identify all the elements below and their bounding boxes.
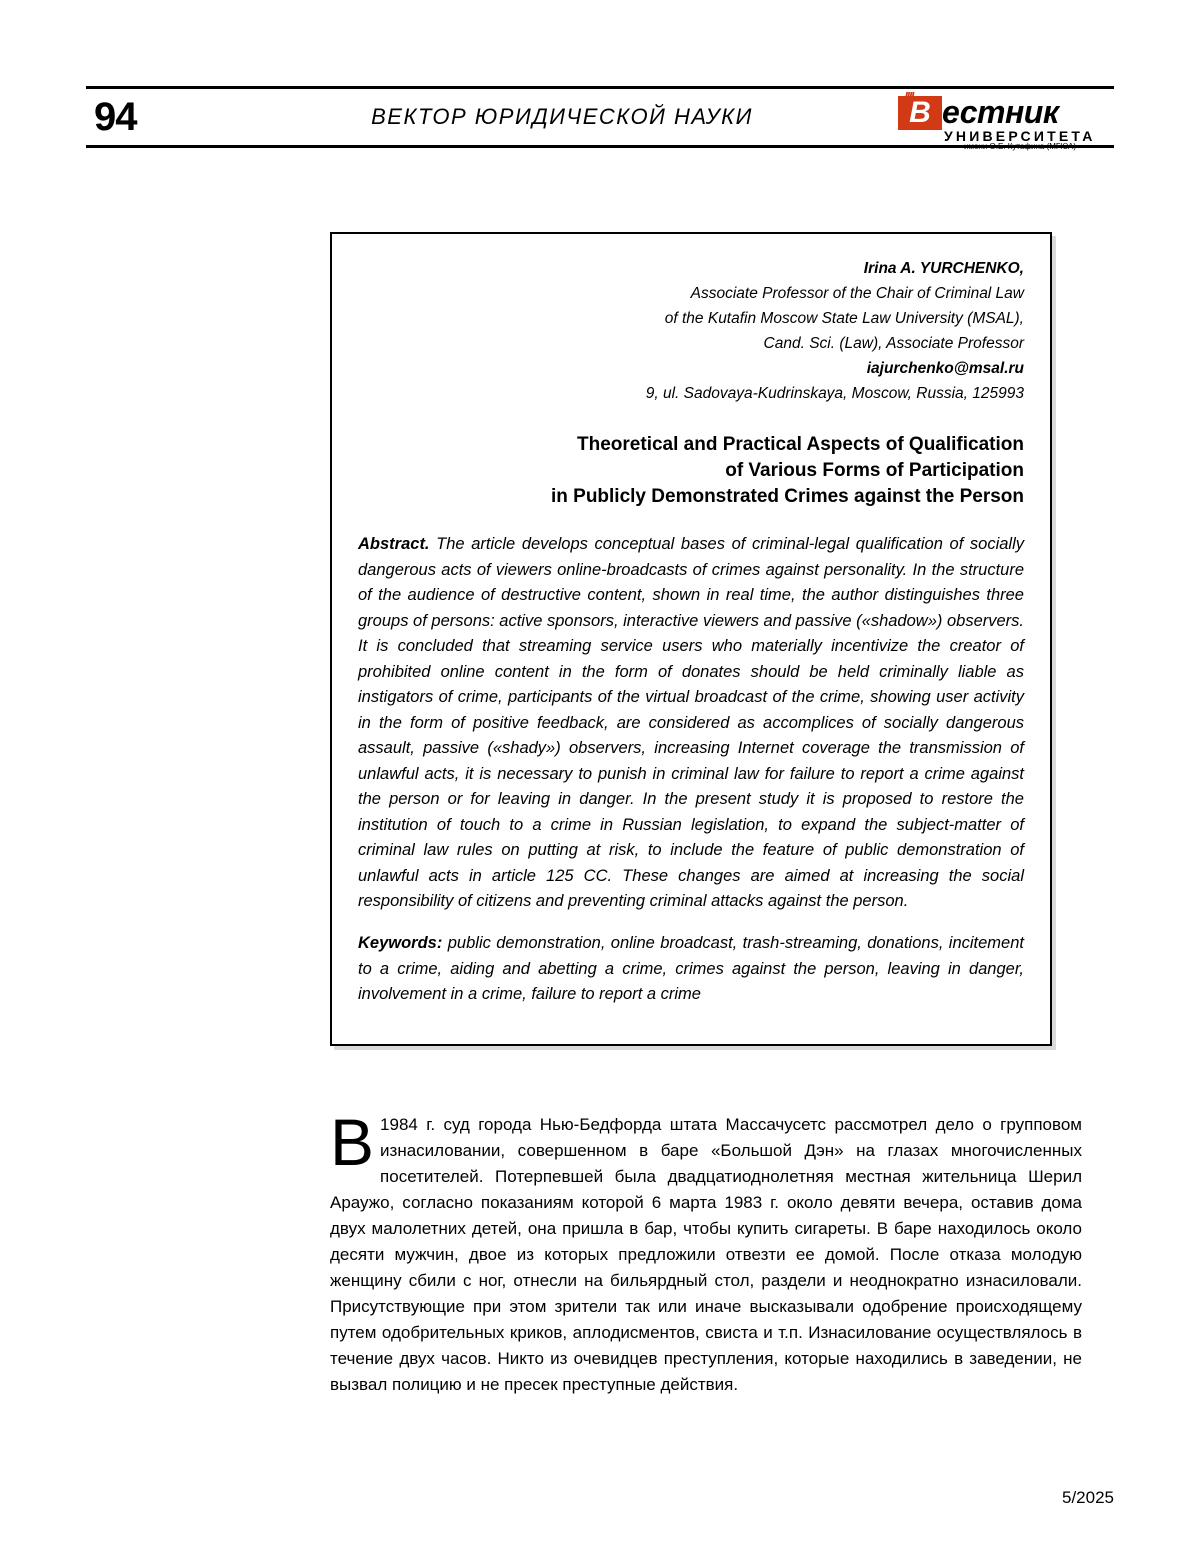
author-address: 9, ul. Sadovaya-Kudrinskaya, Moscow, Russia, 125993 [645,385,1024,402]
keywords-label: Keywords: [358,934,443,952]
author-degree: Cand. Sci. (Law), Associate Professor [763,335,1024,352]
body-paragraph-1-text: 1984 г. суд города Нью-Бедфорда штата Массачусетс рассмотрел дело о групповом изнасиловании, совершенном в баре «Большой Дэн» на глазах многочисленных посетителей. Потерпевшей была двадцатиоднолетняя местная жительница Шерил Араужо, согласно показаниям которой 6 марта 1983 г. около девяти вечера, оставив дома двух малолетних детей, она пришла в бар, чтобы купить сигареты. В баре находилось около десяти мужчин, двое из которых предложили отвезти ее домой. После отказа молодую женщину сбили с ног, отнесли на бильярдный стол, раздели и неоднократно изнасиловали. Присутствующие при этом зрители так или иначе высказывали одобрение происходящему путем одобрительных криков, аплодисментов, свиста и т.п. Изнасилование осуществлялось в течение двух часов. Никто из очевидцев преступления, которые находились в заведении, не вызвал полицию и не пресек преступные действия. [330,1115,1082,1394]
abstract-paragraph [358,532,1024,915]
author-position-line-2: of the Kutafin Moscow State Law University (MSAL), [664,310,1024,327]
keywords-body: public demonstration, online broadcast, trash-streaming, donations, incitement to a crime, aiding and abetting a crime, crimes against the person, leaving in danger, involvement in a crime, failure to report a crime [358,934,1024,1003]
keywords-paragraph [358,931,1024,1008]
logo-subtitle: УНИВЕРСИТЕТА [944,128,1096,144]
author-position-line-1: Associate Professor of the Chair of Criminal Law [690,285,1024,302]
running-head-title: ВЕКТОР ЮРИДИЧЕСКОЙ НАУКИ [371,104,753,129]
logo-wordmark: естник [942,94,1059,130]
article-title [358,432,1024,510]
journal-logo [880,86,1114,151]
drop-cap: В [330,1105,375,1179]
logo-affiliation: имени О.Е. Кутафина (МГЮА) [964,142,1077,151]
logo-badge-letter: В [898,96,942,130]
body-column [330,1095,1082,1415]
page-number: 94 [94,95,137,139]
article-title-line-3: in Publicly Demonstrated Crimes against the Person [550,486,1024,507]
author-block [358,256,1024,406]
body-paragraph-1 [330,1105,1082,1398]
abstract-label: Abstract. [358,535,430,553]
article-title-line-1: Theoretical and Practical Aspects of Qualification [577,434,1024,455]
page-header [86,86,1114,151]
footer-issue: 5/2025 [1062,1488,1114,1507]
author-name: Irina A. YURCHENKO, [863,260,1024,277]
abstract-box [330,232,1052,1046]
article-title-line-2: of Various Forms of Participation [725,460,1024,481]
abstract-body: The article develops conceptual bases of criminal-legal qualification of socially dangerous acts of viewers online-broadcasts of crimes against personality. In the structure of the audience of destructive content, shown in real time, the author distinguishes three groups of persons: active sponsors, interactive viewers and passive («shadow») observers. It is concluded that streaming service users who materially incentivize the creator of prohibited online content in the form of donates should be held criminally liable as instigators of crime, participants of the virtual broadcast of the crime, showing user activity in the form of positive feedback, are considered as accomplices of socially dangerous assault, passive («shady») observers, increasing Internet coverage the transmission of unlawful acts, it is necessary to punish in criminal law for failure to report a crime against the person or for leaving in danger. In the present study it is proposed to restore the institution of touch to a crime in Russian legislation, to expand the subject-matter of criminal law rules on putting at risk, to include the feature of public demonstration of unlawful acts in article 125 CC. These changes are aimed at increasing the social responsibility of citizens and preventing criminal attacks against the person. [358,535,1024,910]
author-email[interactable]: iajurchenko@msal.ru [866,360,1024,377]
